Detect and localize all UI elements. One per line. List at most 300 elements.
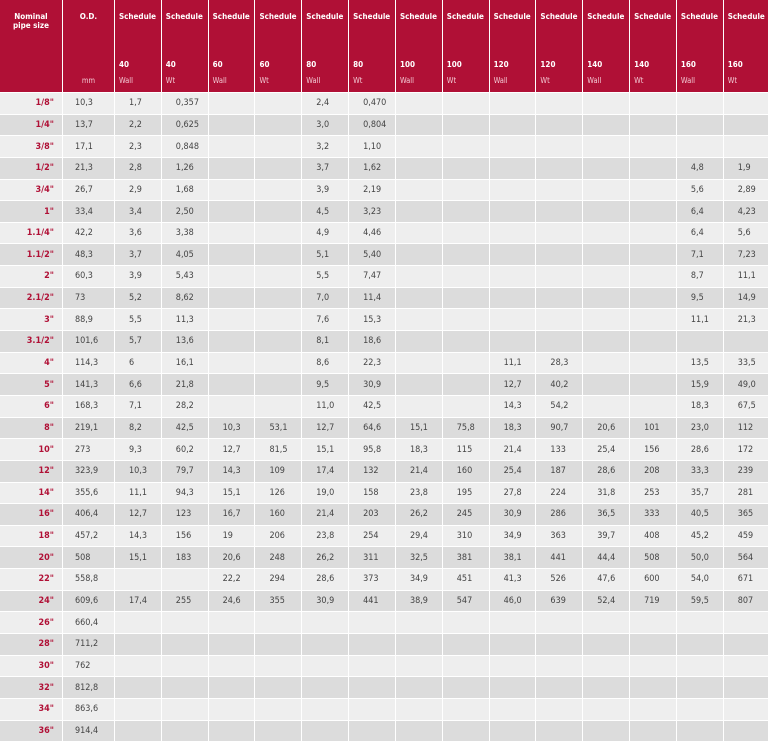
schedule-number: 80 [302, 60, 349, 76]
table-cell [302, 677, 349, 699]
table-row [0, 634, 768, 656]
table-header [0, 0, 768, 93]
outer-diameter: 812,8 [62, 677, 114, 699]
schedule-header: Schedule [723, 0, 768, 60]
table-cell: 52,4 [583, 590, 630, 612]
table-cell [723, 634, 768, 656]
table-cell: 19,0 [302, 482, 349, 504]
table-cell [208, 331, 255, 353]
table-cell: 1,7 [114, 93, 161, 115]
table-cell: 26,2 [395, 504, 442, 526]
table-cell: 23,8 [302, 525, 349, 547]
table-cell: 14,9 [723, 287, 768, 309]
nominal-pipe-size: 2" [0, 266, 62, 288]
table-cell: 600 [630, 569, 677, 591]
table-cell [723, 677, 768, 699]
table-cell [630, 287, 677, 309]
table-cell: 7,23 [723, 244, 768, 266]
table-cell: 36,5 [583, 504, 630, 526]
table-cell: 7,6 [302, 309, 349, 331]
table-cell [489, 634, 536, 656]
table-cell [302, 634, 349, 656]
table-cell [583, 157, 630, 179]
table-cell: 333 [630, 504, 677, 526]
table-cell: 15,1 [208, 482, 255, 504]
table-cell: 5,6 [723, 222, 768, 244]
table-cell: 11,1 [114, 482, 161, 504]
table-cell [395, 677, 442, 699]
table-cell: 2,4 [302, 93, 349, 115]
table-cell [536, 266, 583, 288]
table-cell [676, 634, 723, 656]
table-cell: 54,2 [536, 395, 583, 417]
schedule-header: Schedule [630, 0, 677, 60]
table-cell [583, 677, 630, 699]
table-cell [489, 114, 536, 136]
table-cell [114, 677, 161, 699]
table-cell: 6,6 [114, 374, 161, 396]
table-cell: 11,4 [349, 287, 396, 309]
table-cell [583, 395, 630, 417]
table-cell: 441 [536, 547, 583, 569]
table-cell [489, 720, 536, 741]
table-cell [676, 720, 723, 741]
table-cell: 14,3 [114, 525, 161, 547]
od-header-spacer [62, 60, 114, 76]
outer-diameter: 88,9 [62, 309, 114, 331]
table-cell: 4,23 [723, 201, 768, 223]
table-cell: 2,8 [114, 157, 161, 179]
table-row [0, 179, 768, 201]
outer-diameter: 17,1 [62, 136, 114, 158]
table-cell [161, 612, 208, 634]
table-cell: 20,6 [208, 547, 255, 569]
table-cell [442, 309, 489, 331]
table-cell: 15,1 [395, 417, 442, 439]
nominal-pipe-size: 1" [0, 201, 62, 223]
nps-header-line1: Nominal [14, 12, 48, 21]
outer-diameter: 10,3 [62, 93, 114, 115]
table-cell: 5,40 [349, 244, 396, 266]
table-cell: 547 [442, 590, 489, 612]
table-cell: 286 [536, 504, 583, 526]
table-cell: 187 [536, 460, 583, 482]
table-cell: 373 [349, 569, 396, 591]
table-cell [208, 634, 255, 656]
schedule-header: Schedule [208, 0, 255, 60]
schedule-header: Schedule [114, 0, 161, 60]
table-cell [536, 93, 583, 115]
table-cell: 95,8 [349, 439, 396, 461]
table-cell: 8,62 [161, 287, 208, 309]
table-cell: 53,1 [255, 417, 302, 439]
table-cell [255, 287, 302, 309]
table-cell [536, 331, 583, 353]
table-cell [583, 698, 630, 720]
nominal-pipe-size: 3.1/2" [0, 331, 62, 353]
table-cell [161, 655, 208, 677]
table-cell [208, 698, 255, 720]
table-cell: 5,43 [161, 266, 208, 288]
table-cell [583, 655, 630, 677]
table-cell: 21,8 [161, 374, 208, 396]
table-cell: 11,1 [723, 266, 768, 288]
table-cell [630, 395, 677, 417]
table-cell: 294 [255, 569, 302, 591]
outer-diameter: 141,3 [62, 374, 114, 396]
table-cell: 13,6 [161, 331, 208, 353]
table-cell [536, 287, 583, 309]
table-cell [583, 222, 630, 244]
schedule-unit: Wall [114, 76, 161, 93]
table-cell [489, 677, 536, 699]
schedule-unit: Wall [489, 76, 536, 93]
table-cell [489, 331, 536, 353]
table-row [0, 287, 768, 309]
table-row [0, 590, 768, 612]
table-cell [442, 374, 489, 396]
schedule-header: Schedule [302, 0, 349, 60]
table-cell [583, 634, 630, 656]
table-cell: 12,7 [208, 439, 255, 461]
table-cell [255, 309, 302, 331]
nominal-pipe-size: 34" [0, 698, 62, 720]
table-cell [676, 331, 723, 353]
schedule-unit: Wt [161, 76, 208, 93]
table-cell [583, 720, 630, 741]
table-cell: 639 [536, 590, 583, 612]
table-cell: 1,62 [349, 157, 396, 179]
table-cell: 671 [723, 569, 768, 591]
table-cell [442, 634, 489, 656]
table-cell [395, 612, 442, 634]
table-cell: 0,625 [161, 114, 208, 136]
table-row [0, 93, 768, 115]
outer-diameter: 508 [62, 547, 114, 569]
table-cell: 2,19 [349, 179, 396, 201]
nps-unit-spacer [0, 76, 62, 93]
nominal-pipe-size: 30" [0, 655, 62, 677]
table-cell: 10,3 [114, 460, 161, 482]
table-cell [255, 374, 302, 396]
table-cell [114, 655, 161, 677]
table-cell [349, 677, 396, 699]
schedule-unit: Wall [302, 76, 349, 93]
table-cell [583, 93, 630, 115]
nominal-pipe-size: 3" [0, 309, 62, 331]
table-cell [442, 266, 489, 288]
table-cell: 15,1 [114, 547, 161, 569]
table-cell [208, 136, 255, 158]
table-cell [442, 612, 489, 634]
table-cell [583, 266, 630, 288]
table-cell: 17,4 [302, 460, 349, 482]
table-cell [630, 309, 677, 331]
table-cell [161, 677, 208, 699]
table-cell: 44,4 [583, 547, 630, 569]
table-cell: 156 [630, 439, 677, 461]
table-cell [349, 634, 396, 656]
schedule-header: Schedule [583, 0, 630, 60]
table-cell [208, 244, 255, 266]
table-cell: 11,1 [676, 309, 723, 331]
table-cell [395, 136, 442, 158]
table-cell [583, 244, 630, 266]
table-cell: 28,6 [676, 439, 723, 461]
table-cell: 0,848 [161, 136, 208, 158]
outer-diameter: 42,2 [62, 222, 114, 244]
outer-diameter: 60,3 [62, 266, 114, 288]
table-row [0, 547, 768, 569]
schedule-number: 40 [161, 60, 208, 76]
table-cell [208, 157, 255, 179]
table-cell [536, 136, 583, 158]
table-cell [723, 720, 768, 741]
schedule-number: 160 [676, 60, 723, 76]
table-cell: 1,9 [723, 157, 768, 179]
table-cell [208, 266, 255, 288]
table-cell [536, 655, 583, 677]
table-cell: 42,5 [161, 417, 208, 439]
table-row [0, 331, 768, 353]
table-cell [255, 331, 302, 353]
table-cell: 28,3 [536, 352, 583, 374]
table-cell: 38,9 [395, 590, 442, 612]
nominal-pipe-size: 1/4" [0, 114, 62, 136]
table-cell: 7,1 [114, 395, 161, 417]
table-row [0, 720, 768, 741]
table-cell: 2,3 [114, 136, 161, 158]
table-row [0, 352, 768, 374]
table-cell [583, 201, 630, 223]
outer-diameter: 558,8 [62, 569, 114, 591]
schedule-number: 60 [208, 60, 255, 76]
table-cell [395, 266, 442, 288]
schedule-number: 140 [583, 60, 630, 76]
table-cell [536, 720, 583, 741]
schedule-header: Schedule [489, 0, 536, 60]
table-cell [255, 655, 302, 677]
outer-diameter: 711,2 [62, 634, 114, 656]
table-cell [723, 93, 768, 115]
table-cell: 38,1 [489, 547, 536, 569]
table-cell [676, 93, 723, 115]
table-cell [489, 222, 536, 244]
schedule-number: 80 [349, 60, 396, 76]
table-cell [255, 114, 302, 136]
table-cell: 16,7 [208, 504, 255, 526]
table-row [0, 655, 768, 677]
table-cell: 11,0 [302, 395, 349, 417]
nominal-pipe-size: 4" [0, 352, 62, 374]
table-cell [395, 201, 442, 223]
table-cell: 40,2 [536, 374, 583, 396]
table-cell [442, 157, 489, 179]
table-cell: 4,46 [349, 222, 396, 244]
table-row [0, 482, 768, 504]
nominal-pipe-size: 32" [0, 677, 62, 699]
table-cell [395, 309, 442, 331]
nominal-pipe-size: 1.1/2" [0, 244, 62, 266]
table-cell [583, 179, 630, 201]
table-cell: 807 [723, 590, 768, 612]
table-cell [255, 677, 302, 699]
table-cell: 75,8 [442, 417, 489, 439]
schedule-unit: Wt [536, 76, 583, 93]
table-cell [536, 612, 583, 634]
table-cell [630, 720, 677, 741]
table-cell: 31,8 [583, 482, 630, 504]
table-row [0, 677, 768, 699]
table-cell: 28,6 [583, 460, 630, 482]
table-cell [395, 395, 442, 417]
table-row [0, 222, 768, 244]
table-cell [489, 287, 536, 309]
table-cell: 81,5 [255, 439, 302, 461]
table-row [0, 569, 768, 591]
table-cell: 60,2 [161, 439, 208, 461]
table-cell: 4,8 [676, 157, 723, 179]
table-row [0, 114, 768, 136]
schedule-header: Schedule [395, 0, 442, 60]
table-cell [208, 309, 255, 331]
table-cell: 365 [723, 504, 768, 526]
table-cell [395, 222, 442, 244]
schedule-number: 120 [536, 60, 583, 76]
table-cell [442, 655, 489, 677]
table-cell: 245 [442, 504, 489, 526]
outer-diameter: 660,4 [62, 612, 114, 634]
table-cell: 6,4 [676, 201, 723, 223]
table-cell [114, 720, 161, 741]
table-cell [442, 93, 489, 115]
table-cell [442, 136, 489, 158]
table-cell: 381 [442, 547, 489, 569]
table-cell [676, 677, 723, 699]
table-cell [395, 331, 442, 353]
table-cell: 2,50 [161, 201, 208, 223]
table-cell [395, 655, 442, 677]
table-cell [489, 309, 536, 331]
table-cell [489, 655, 536, 677]
nominal-pipe-size: 14" [0, 482, 62, 504]
schedule-number: 40 [114, 60, 161, 76]
table-cell [583, 287, 630, 309]
schedule-unit: Wall [208, 76, 255, 93]
table-cell: 21,3 [723, 309, 768, 331]
table-cell: 115 [442, 439, 489, 461]
table-cell [395, 93, 442, 115]
table-cell: 6,4 [676, 222, 723, 244]
table-cell: 3,7 [302, 157, 349, 179]
table-cell: 355 [255, 590, 302, 612]
table-cell: 5,2 [114, 287, 161, 309]
table-cell: 3,23 [349, 201, 396, 223]
table-row [0, 504, 768, 526]
table-cell [442, 698, 489, 720]
table-cell [536, 114, 583, 136]
table-cell [489, 244, 536, 266]
table-cell: 2,9 [114, 179, 161, 201]
table-cell: 5,1 [302, 244, 349, 266]
od-header: O.D. [62, 0, 114, 60]
table-row [0, 395, 768, 417]
table-cell: 9,5 [676, 287, 723, 309]
table-cell [442, 287, 489, 309]
outer-diameter: 101,6 [62, 331, 114, 353]
table-cell [208, 114, 255, 136]
table-cell: 1,26 [161, 157, 208, 179]
table-cell [489, 157, 536, 179]
table-cell [536, 244, 583, 266]
nominal-pipe-size: 18" [0, 525, 62, 547]
table-cell: 3,38 [161, 222, 208, 244]
table-cell [583, 612, 630, 634]
table-cell: 32,5 [395, 547, 442, 569]
nominal-pipe-size: 8" [0, 417, 62, 439]
table-cell: 28,6 [302, 569, 349, 591]
outer-diameter: 406,4 [62, 504, 114, 526]
table-cell [583, 374, 630, 396]
table-body [0, 93, 768, 742]
table-cell: 126 [255, 482, 302, 504]
schedule-unit: Wt [723, 76, 768, 93]
table-cell [255, 136, 302, 158]
table-cell: 49,0 [723, 374, 768, 396]
table-cell: 79,7 [161, 460, 208, 482]
table-cell [489, 93, 536, 115]
schedule-unit: Wt [349, 76, 396, 93]
nominal-pipe-size: 20" [0, 547, 62, 569]
table-cell: 172 [723, 439, 768, 461]
table-cell [255, 612, 302, 634]
table-cell [536, 222, 583, 244]
table-cell [395, 352, 442, 374]
nominal-pipe-size: 3/8" [0, 136, 62, 158]
table-cell [536, 201, 583, 223]
table-cell [630, 266, 677, 288]
schedule-unit: Wt [630, 76, 677, 93]
outer-diameter: 26,7 [62, 179, 114, 201]
table-cell [395, 634, 442, 656]
outer-diameter: 914,4 [62, 720, 114, 741]
table-cell: 4,9 [302, 222, 349, 244]
table-row [0, 157, 768, 179]
outer-diameter: 21,3 [62, 157, 114, 179]
table-cell: 16,1 [161, 352, 208, 374]
table-cell: 39,7 [583, 525, 630, 547]
table-cell [349, 698, 396, 720]
table-cell [630, 677, 677, 699]
table-cell: 14,3 [208, 460, 255, 482]
table-cell [161, 698, 208, 720]
outer-diameter: 48,3 [62, 244, 114, 266]
table-cell: 160 [442, 460, 489, 482]
table-cell: 41,3 [489, 569, 536, 591]
table-cell: 3,7 [114, 244, 161, 266]
table-cell [676, 114, 723, 136]
table-cell: 21,4 [489, 439, 536, 461]
table-cell [723, 698, 768, 720]
table-cell: 22,3 [349, 352, 396, 374]
table-cell [676, 136, 723, 158]
table-cell [630, 331, 677, 353]
table-cell: 26,2 [302, 547, 349, 569]
table-cell: 123 [161, 504, 208, 526]
table-row [0, 136, 768, 158]
table-cell: 5,5 [302, 266, 349, 288]
table-cell: 7,0 [302, 287, 349, 309]
